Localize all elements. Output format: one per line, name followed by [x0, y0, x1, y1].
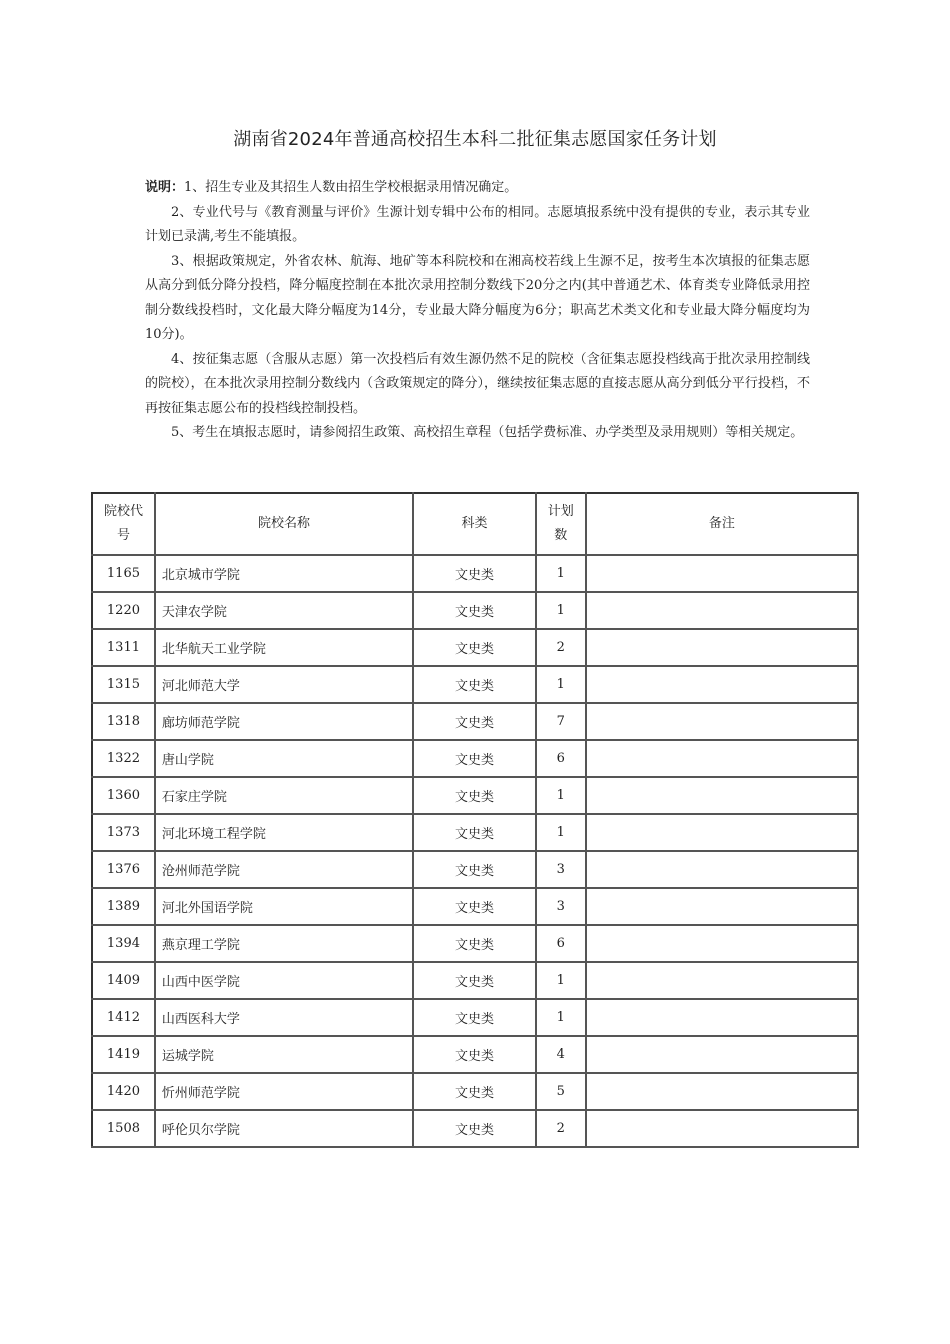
table-row	[92, 851, 858, 888]
cell-name: 运城学院	[155, 1036, 413, 1073]
cell-code: 1412	[92, 999, 155, 1036]
cell-code: 1311	[92, 629, 155, 666]
header-code: 院校代 号	[92, 493, 155, 555]
table-row	[92, 1073, 858, 1110]
cell-remark	[586, 962, 858, 999]
cell-code: 1220	[92, 592, 155, 629]
header-category: 科类	[413, 493, 536, 555]
cell-code: 1360	[92, 777, 155, 814]
note-item-2: 2、专业代号与《教育测量与评价》生源计划专辑中公布的相同。志愿填报系统中没有提供的专业，表示其专业计划已录满,考生不能填报。	[145, 204, 810, 244]
table-row	[92, 814, 858, 851]
cell-name: 沧州师范学院	[155, 851, 413, 888]
cell-remark	[586, 777, 858, 814]
page-title: 湖南省2024年普通高校招生本科二批征集志愿国家任务计划	[233, 129, 717, 150]
cell-plan: 1	[536, 555, 586, 592]
cell-plan: 1	[536, 999, 586, 1036]
cell-name: 天津农学院	[155, 592, 413, 629]
cell-plan: 1	[536, 777, 586, 814]
cell-code: 1508	[92, 1110, 155, 1147]
note-item-1	[145, 176, 810, 201]
cell-name: 唐山学院	[155, 740, 413, 777]
cell-code: 1322	[92, 740, 155, 777]
header-remark: 备注	[586, 493, 858, 555]
plan-table	[91, 492, 859, 1148]
cell-code: 1394	[92, 925, 155, 962]
table-header-row	[92, 493, 858, 555]
cell-name: 北华航天工业学院	[155, 629, 413, 666]
cell-remark	[586, 555, 858, 592]
note-text-1: 1、招生专业及其招生人数由招生学校根据录用情况确定。	[184, 180, 518, 195]
cell-category: 文史类	[413, 666, 536, 703]
cell-code: 1318	[92, 703, 155, 740]
cell-plan: 1	[536, 962, 586, 999]
table-row	[92, 962, 858, 999]
cell-category: 文史类	[413, 1036, 536, 1073]
cell-name: 山西医科大学	[155, 999, 413, 1036]
notes-section	[145, 176, 810, 446]
cell-category: 文史类	[413, 962, 536, 999]
cell-remark	[586, 1110, 858, 1147]
cell-remark	[586, 1073, 858, 1110]
cell-plan: 7	[536, 703, 586, 740]
note-item-5: 5、考生在填报志愿时，请参阅招生政策、高校招生章程（包括学费标准、办学类型及录用规则）等相关规定。	[171, 425, 804, 440]
cell-plan: 2	[536, 1110, 586, 1147]
cell-plan: 3	[536, 888, 586, 925]
table-row	[92, 592, 858, 629]
cell-plan: 6	[536, 925, 586, 962]
cell-category: 文史类	[413, 1073, 536, 1110]
note-item-4: 4、按征集志愿（含服从志愿）第一次投档后有效生源仍然不足的院校（含征集志愿投档线高于批次录用控制线的院校），在本批次录用控制分数线内（含政策规定的降分），继续按征集志愿的直接志愿从高分到低分平行投档，不再按征集志愿公布的投档线控制投档。	[145, 351, 810, 416]
cell-plan: 4	[536, 1036, 586, 1073]
cell-code: 1419	[92, 1036, 155, 1073]
table-row	[92, 740, 858, 777]
note-item-3: 3、根据政策规定，外省农林、航海、地矿等本科院校和在湘高校若线上生源不足，按考生本次填报的征集志愿从高分到低分降分投档，降分幅度控制在本批次录用控制分数线下20分之内(其中普通艺术、体育类专业降低录用控制分数线投档时，文化最大降分幅度为14分，专业最大降分幅度为6分；职高艺术类文化和专业最大降分幅度均为10分)。	[145, 253, 810, 342]
cell-category: 文史类	[413, 814, 536, 851]
cell-remark	[586, 629, 858, 666]
cell-plan: 1	[536, 592, 586, 629]
cell-name: 石家庄学院	[155, 777, 413, 814]
notes-label: 说明：	[145, 180, 185, 195]
header-plan: 计划 数	[536, 493, 586, 555]
cell-name: 河北环境工程学院	[155, 814, 413, 851]
table-row	[92, 555, 858, 592]
cell-plan: 5	[536, 1073, 586, 1110]
cell-plan: 6	[536, 740, 586, 777]
table-row	[92, 629, 858, 666]
cell-category: 文史类	[413, 777, 536, 814]
cell-plan: 1	[536, 814, 586, 851]
cell-name: 河北外国语学院	[155, 888, 413, 925]
cell-plan: 3	[536, 851, 586, 888]
cell-name: 廊坊师范学院	[155, 703, 413, 740]
cell-remark	[586, 740, 858, 777]
cell-code: 1376	[92, 851, 155, 888]
cell-category: 文史类	[413, 703, 536, 740]
cell-remark	[586, 851, 858, 888]
cell-code: 1165	[92, 555, 155, 592]
table-row	[92, 888, 858, 925]
cell-category: 文史类	[413, 925, 536, 962]
cell-code: 1420	[92, 1073, 155, 1110]
table-row	[92, 777, 858, 814]
cell-code: 1315	[92, 666, 155, 703]
cell-remark	[586, 592, 858, 629]
cell-remark	[586, 814, 858, 851]
cell-name: 燕京理工学院	[155, 925, 413, 962]
table-row	[92, 1110, 858, 1147]
cell-code: 1389	[92, 888, 155, 925]
cell-category: 文史类	[413, 851, 536, 888]
header-name: 院校名称	[155, 493, 413, 555]
table-row	[92, 703, 858, 740]
cell-category: 文史类	[413, 629, 536, 666]
cell-category: 文史类	[413, 1110, 536, 1147]
cell-category: 文史类	[413, 555, 536, 592]
cell-remark	[586, 999, 858, 1036]
cell-name: 山西中医学院	[155, 962, 413, 999]
cell-remark	[586, 1036, 858, 1073]
cell-code: 1409	[92, 962, 155, 999]
cell-remark	[586, 888, 858, 925]
table-row	[92, 999, 858, 1036]
cell-category: 文史类	[413, 888, 536, 925]
cell-name: 北京城市学院	[155, 555, 413, 592]
table-row	[92, 1036, 858, 1073]
cell-name: 忻州师范学院	[155, 1073, 413, 1110]
cell-category: 文史类	[413, 999, 536, 1036]
cell-name: 河北师范大学	[155, 666, 413, 703]
cell-remark	[586, 666, 858, 703]
table-row	[92, 925, 858, 962]
cell-name: 呼伦贝尔学院	[155, 1110, 413, 1147]
cell-category: 文史类	[413, 592, 536, 629]
table-row	[92, 666, 858, 703]
cell-code: 1373	[92, 814, 155, 851]
cell-category: 文史类	[413, 740, 536, 777]
cell-plan: 2	[536, 629, 586, 666]
cell-plan: 1	[536, 666, 586, 703]
cell-remark	[586, 925, 858, 962]
cell-remark	[586, 703, 858, 740]
